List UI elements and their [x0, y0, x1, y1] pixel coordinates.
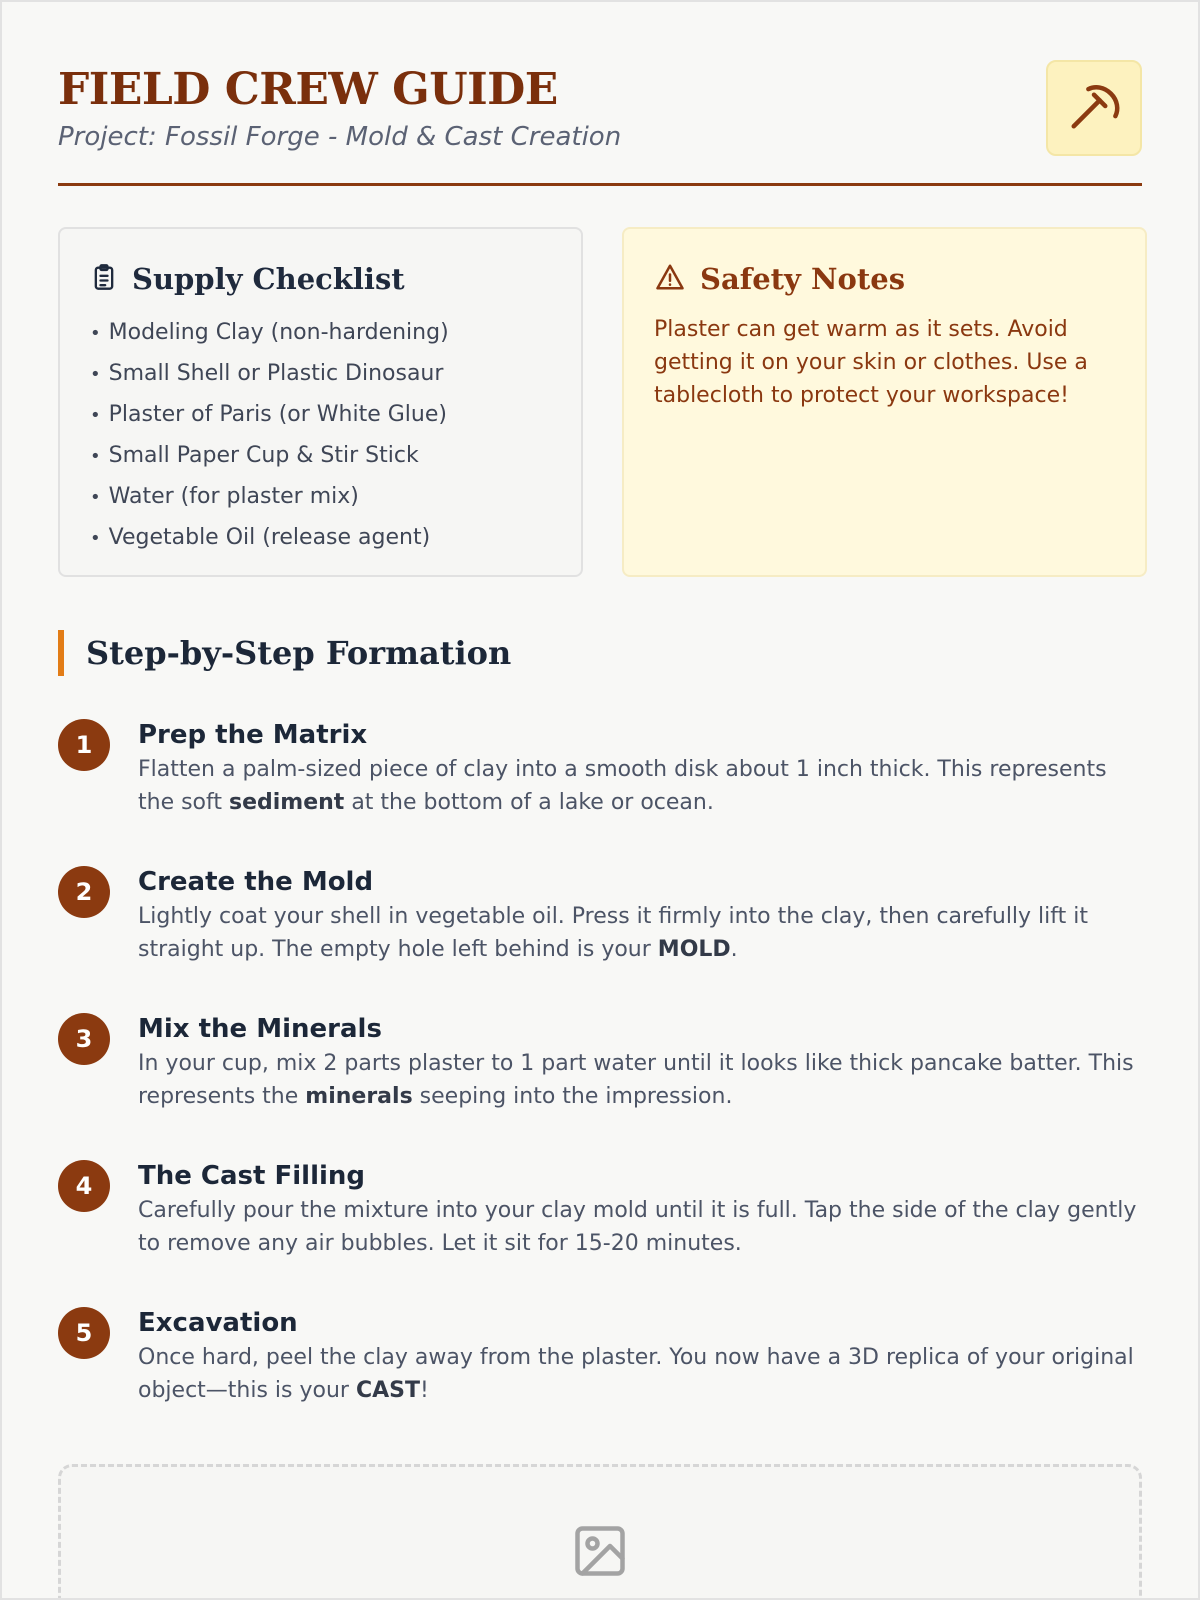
supply-item: • Water (for plaster mix) [90, 477, 551, 518]
step-title: Prep the Matrix [138, 720, 368, 750]
step-number-badge: 2 [58, 866, 110, 918]
supply-list [90, 313, 551, 559]
step-item [58, 1305, 1142, 1452]
supply-checklist-title: Supply Checklist [132, 262, 405, 296]
safety-notes-title: Safety Notes [700, 262, 906, 296]
supply-item: • Plaster of Paris (or White Glue) [90, 395, 551, 436]
guide-header [58, 58, 1142, 186]
step-description: Once hard, peel the clay away from the plaster. You now have a 3D replica of your original object—this is your CAST! [138, 1345, 1134, 1403]
pickaxe-icon [1067, 79, 1121, 137]
step-item [58, 1011, 1142, 1158]
step-number-badge: 3 [58, 1013, 110, 1065]
step-list [58, 717, 1142, 1452]
image-placeholder [58, 1464, 1142, 1600]
steps-section-title: Step-by-Step Formation [58, 630, 511, 676]
safety-notes-card [622, 227, 1147, 577]
clipboard-icon [90, 262, 132, 296]
step-description: Carefully pour the mixture into your clay mold until it is full. Tap the side of the clay gently to remove any air bubbles. Let it sit for 15-20 minutes. [138, 1198, 1137, 1256]
step-title: Mix the Minerals [138, 1014, 382, 1044]
step-number-badge: 4 [58, 1160, 110, 1212]
page-title: FIELD CREW GUIDE [58, 64, 558, 115]
project-subtitle: Project: Fossil Forge - Mold & Cast Creation [58, 122, 622, 152]
step-title: Create the Mold [138, 867, 374, 897]
step-number-badge: 1 [58, 719, 110, 771]
supply-item: • Vegetable Oil (release agent) [90, 518, 551, 559]
image-icon [570, 1521, 630, 1585]
step-number-badge: 5 [58, 1307, 110, 1359]
step-item [58, 864, 1142, 1011]
step-description: Lightly coat your shell in vegetable oil. Press it firmly into the clay, then carefully lift it straight up. The empty hole left behind is your MOLD. [138, 904, 1088, 962]
step-description: Flatten a palm-sized piece of clay into a smooth disk about 1 inch thick. This represents the soft sediment at the bottom of a lake or ocean. [138, 757, 1107, 815]
warning-icon [654, 262, 700, 296]
supply-item: • Modeling Clay (non-hardening) [90, 313, 551, 354]
step-title: The Cast Filling [138, 1161, 366, 1191]
safety-notes-text: Plaster can get warm as it sets. Avoid getting it on your skin or clothes. Use a tablecloth to protect your workspace! [654, 317, 1088, 408]
supply-item: • Small Paper Cup & Stir Stick [90, 436, 551, 477]
step-title: Excavation [138, 1308, 298, 1338]
step-item [58, 1158, 1142, 1305]
supply-checklist-card [58, 227, 583, 577]
step-description: In your cup, mix 2 parts plaster to 1 part water until it looks like thick pancake batter. This represents the minerals seeping into the impression. [138, 1051, 1134, 1109]
step-item [58, 717, 1142, 864]
pickaxe-badge [1046, 60, 1142, 156]
supply-item: • Small Shell or Plastic Dinosaur [90, 354, 551, 395]
